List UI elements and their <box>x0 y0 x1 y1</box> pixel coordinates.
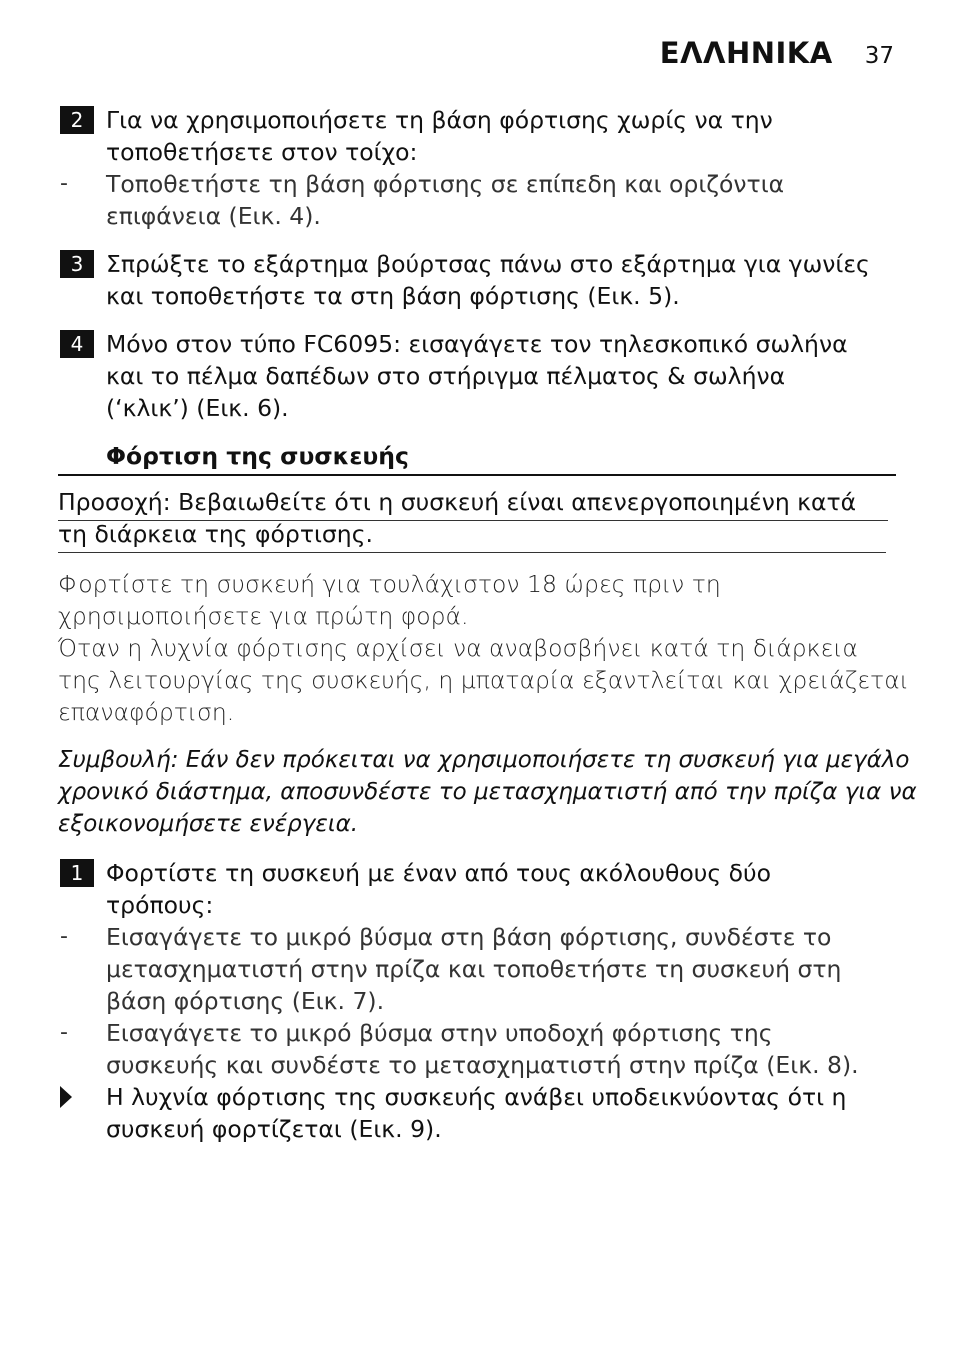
section-title: Φόρτιση της συσκευής <box>106 442 409 470</box>
body-line-5: επαναφόρτιση. <box>58 698 235 726</box>
step-1-sub-2-line-2: συσκευής και συνδέστε το μετασχηματιστή στην πρίζα (Εικ. 8). <box>106 1051 859 1079</box>
step-3-line-1: Σπρώξτε το εξάρτημα βούρτσας πάνω στο εξάρτημα για γωνίες <box>106 250 870 278</box>
step-1-result-line-2: συσκευή φορτίζεται (Εικ. 9). <box>106 1115 442 1143</box>
step-4-line-3: (‘κλικ’) (Εικ. 6). <box>106 394 289 422</box>
step-2-line-1: Για να χρησιμοποιήσετε τη βάση φόρτισης χωρίς να την <box>106 106 773 134</box>
body-line-2: χρησιμοποιήσετε για πρώτη φορά. <box>58 602 469 630</box>
page-number: 37 <box>864 43 894 69</box>
step-number-2: 2 <box>60 106 94 134</box>
step-3-line-2: και τοποθετήστε τα στη βάση φόρτισης (Εικ. 5). <box>106 282 680 310</box>
dash-bullet: - <box>60 1020 68 1045</box>
result-arrow-icon <box>60 1086 72 1108</box>
step-2-sub-line-1: Τοποθετήστε τη βάση φόρτισης σε επίπεδη και οριζόντια <box>106 170 785 198</box>
step-1-sub-1-line-1: Εισαγάγετε το μικρό βύσμα στη βάση φόρτισης, συνδέστε το <box>106 923 832 951</box>
step-1-line-1: Φορτίστε τη συσκευή με έναν από τους ακόλουθους δύο <box>106 859 771 887</box>
step-number-1: 1 <box>60 859 94 887</box>
step-1-sub-2-line-1: Εισαγάγετε το μικρό βύσμα στην υποδοχή φόρτισης της <box>106 1019 773 1047</box>
step-number-4: 4 <box>60 330 94 358</box>
tip-line-2: χρονικό διάστημα, αποσυνδέστε το μετασχηματιστή από την πρίζα για να <box>58 779 917 805</box>
body-line-3: Όταν η λυχνία φόρτισης αρχίσει να αναβοσβήνει κατά τη διάρκεια <box>58 634 858 662</box>
step-4-line-2: και το πέλμα δαπέδων στο στήριγμα πέλματος & σωλήνα <box>106 362 786 390</box>
language-label: ΕΛΛΗΝΙΚΑ <box>659 36 833 70</box>
step-4-line-1: Μόνο στον τύπο FC6095: εισαγάγετε τον τηλεσκοπικό σωλήνα <box>106 330 848 358</box>
tip-line-1: Συμβουλή: Εάν δεν πρόκειται να χρησιμοποιήσετε τη συσκευή για μεγάλο <box>58 747 910 773</box>
section-divider <box>58 474 896 476</box>
caution-line-1: Προσοχή: Βεβαιωθείτε ότι η συσκευή είναι απενεργοποιημένη κατά <box>58 488 857 516</box>
step-1-result-line-1: Η λυχνία φόρτισης της συσκευής ανάβει υποδεικνύοντας ότι η <box>106 1083 847 1111</box>
caution-underline-2 <box>58 552 886 553</box>
step-1-sub-1-line-3: βάση φόρτισης (Εικ. 7). <box>106 987 385 1015</box>
body-line-1: Φορτίστε τη συσκευή για τουλάχιστον 18 ώρες πριν τη <box>58 570 721 598</box>
tip-line-3: εξοικονομήσετε ενέργεια. <box>58 811 359 837</box>
dash-bullet: - <box>60 924 68 949</box>
body-line-4: της λειτουργίας της συσκευής, η μπαταρία εξαντλείται και χρειάζεται <box>58 666 909 694</box>
caution-line-2: τη διάρκεια της φόρτισης. <box>58 520 373 548</box>
step-2-sub-line-2: επιφάνεια (Εικ. 4). <box>106 202 321 230</box>
step-1-line-2: τρόπους: <box>106 891 214 919</box>
page-header <box>660 36 894 70</box>
step-1-sub-1-line-2: μετασχηματιστή στην πρίζα και τοποθετήστε τη συσκευή στη <box>106 955 842 983</box>
step-number-3: 3 <box>60 250 94 278</box>
dash-bullet: - <box>60 171 68 196</box>
step-2-line-2: τοποθετήσετε στον τοίχο: <box>106 138 418 166</box>
